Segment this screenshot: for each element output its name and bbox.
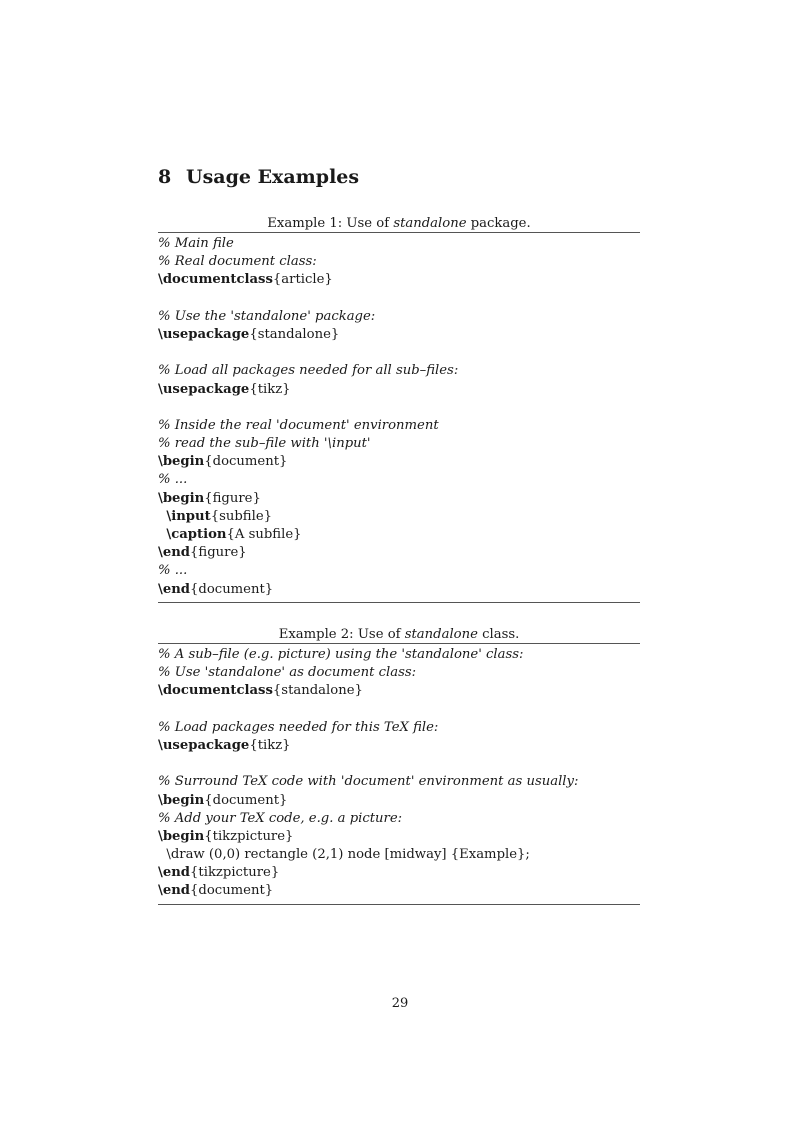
code-line <box>158 828 640 846</box>
code-command: \begin <box>158 828 205 844</box>
comment-line: % Load packages needed for this TeX file: <box>158 719 439 735</box>
code-argument: {document} <box>190 581 274 597</box>
code-line <box>158 792 640 810</box>
code-command: \end <box>158 581 191 597</box>
code-line <box>158 581 640 599</box>
code-argument: {standalone} <box>272 683 363 699</box>
comment-line: % Use the 'standalone' package: <box>158 308 376 324</box>
blank-line <box>158 701 640 719</box>
caption-prefix: Example 1: Use of <box>267 216 394 231</box>
code-command: \begin <box>158 792 205 808</box>
code-line <box>158 737 640 755</box>
code-argument: {A subfile} <box>226 527 302 542</box>
section-title-text: Usage Examples <box>186 166 360 188</box>
section-heading <box>158 166 359 188</box>
code-command: \begin <box>158 454 205 470</box>
code-line <box>158 326 640 344</box>
caption-prefix: Example 2: Use of <box>278 627 405 642</box>
comment-line: % Main file <box>158 236 234 251</box>
code-line <box>158 271 640 289</box>
code-line: \draw (0,0) rectangle (2,1) node [midway] {Example}; <box>158 847 530 863</box>
listing-caption <box>158 626 640 643</box>
comment-line: % ... <box>158 563 188 579</box>
code-command: \usepackage <box>158 326 250 342</box>
code-listing-example-1 <box>158 215 640 603</box>
code-argument: {subfile} <box>210 508 273 524</box>
bottom-rule <box>158 602 640 603</box>
code-listing-example-2 <box>158 626 640 905</box>
code-command: \end <box>158 545 191 561</box>
listing-caption <box>158 215 640 232</box>
section-number: 8 <box>158 166 172 188</box>
code-command: \begin <box>158 490 205 506</box>
code-block <box>158 644 640 904</box>
comment-line: % read the sub–file with '\input' <box>158 436 371 452</box>
code-line <box>158 882 640 900</box>
code-argument: {article} <box>272 272 333 288</box>
page-number: 29 <box>391 996 409 1011</box>
code-argument: {document} <box>204 454 288 470</box>
comment-line: % A sub–file (e.g. picture) using the 'standalone' class: <box>158 647 524 662</box>
code-line <box>158 381 640 399</box>
comment-line: % Real document class: <box>158 254 317 270</box>
caption-emphasis: standalone <box>404 627 478 642</box>
code-argument: {tikz} <box>249 737 291 753</box>
comment-line: % Use 'standalone' as document class: <box>158 665 417 681</box>
code-line <box>158 544 640 562</box>
code-line <box>158 682 640 700</box>
comment-line: % ... <box>158 472 188 488</box>
bottom-rule <box>158 904 640 905</box>
code-line <box>158 526 640 544</box>
code-argument: {tikzpicture} <box>190 865 280 881</box>
code-command: \usepackage <box>158 381 250 397</box>
code-line <box>158 490 640 508</box>
code-argument: {figure} <box>204 490 261 506</box>
comment-line: % Add your TeX code, e.g. a picture: <box>158 810 403 826</box>
code-line <box>158 453 640 471</box>
code-command: \documentclass <box>158 272 273 288</box>
code-line <box>158 508 640 526</box>
caption-suffix: package. <box>466 216 531 231</box>
blank-line <box>158 399 640 417</box>
code-argument: {tikz} <box>249 381 291 397</box>
code-command: \documentclass <box>158 683 273 699</box>
code-argument: {tikzpicture} <box>204 828 294 844</box>
code-argument: {standalone} <box>249 326 340 342</box>
code-argument: {figure} <box>190 545 247 561</box>
code-argument: {document} <box>204 792 288 808</box>
comment-line: % Surround TeX code with 'document' environment as usually: <box>158 774 579 790</box>
code-argument: {document} <box>190 883 274 899</box>
comment-line: % Inside the real 'document' environment <box>158 417 439 433</box>
code-block <box>158 233 640 602</box>
code-command: \usepackage <box>158 737 250 753</box>
caption-emphasis: standalone <box>393 216 467 231</box>
caption-suffix: class. <box>477 627 520 642</box>
blank-line <box>158 344 640 362</box>
code-command: \caption <box>166 527 227 542</box>
comment-line: % Load all packages needed for all sub–files: <box>158 363 459 379</box>
code-command: \end <box>158 883 191 899</box>
blank-line <box>158 755 640 773</box>
code-line <box>158 864 640 882</box>
blank-line <box>158 290 640 308</box>
code-command: \end <box>158 865 191 881</box>
code-command: \input <box>166 508 211 524</box>
